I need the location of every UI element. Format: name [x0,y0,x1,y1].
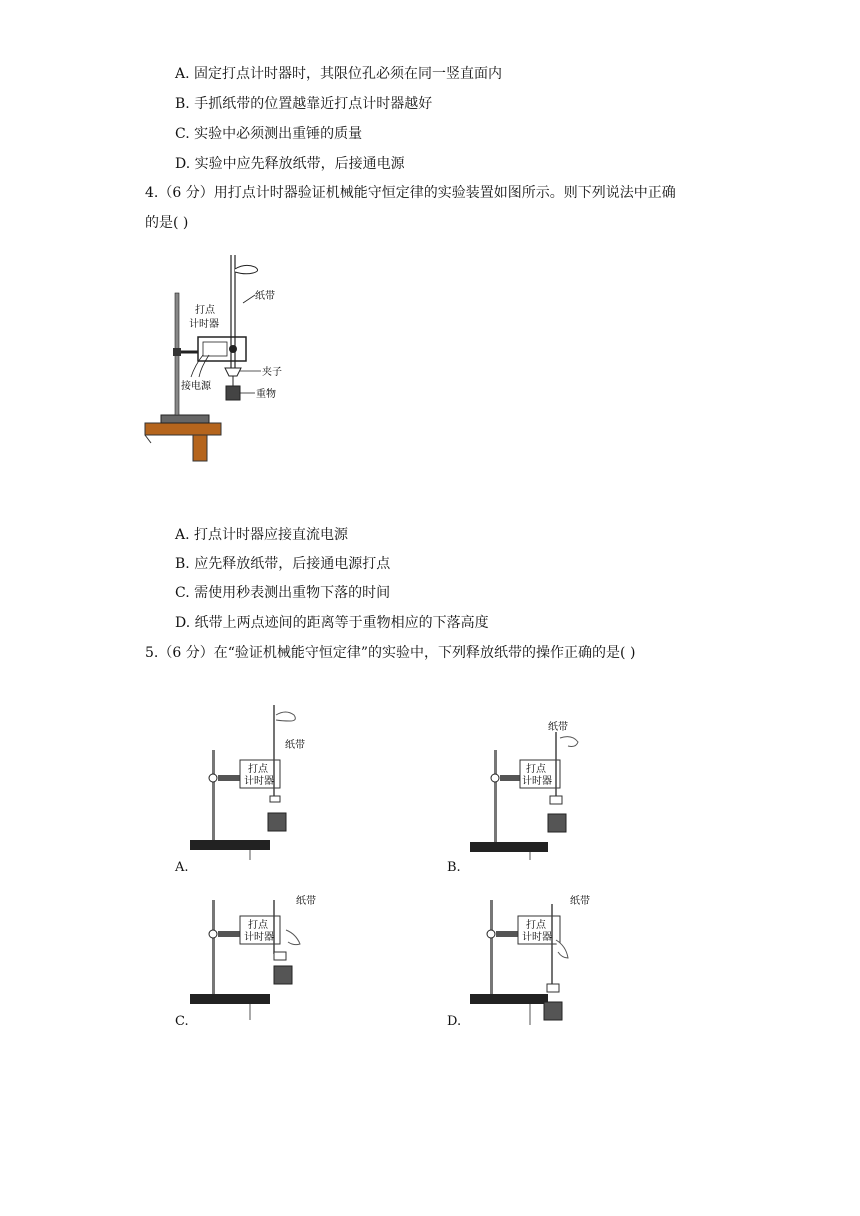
q5-figure-d [470,890,610,1025]
q4-label-tape: 纸带 [255,291,275,302]
q5-stem: 5.（6 分）在“验证机械能守恒定律”的实验中，下列释放纸带的操作正确的是( ) [145,645,636,661]
q5a-label-tape: 纸带 [285,740,305,751]
q4-option-d: D. 纸带上两点迹间的距离等于重物相应的下落高度 [175,615,489,631]
q5a-label-timer-1: 打点 [248,764,268,775]
q4-stem-line2: 的是( ) [145,215,189,231]
q5-figure-a [190,700,350,860]
q4-stem-line1: 4.（6 分）用打点计时器验证机械能守恒定律的实验装置如图所示。则下列说法中正确 [145,185,676,201]
q5d-label-timer-2: 计时器 [522,932,552,943]
q4-label-power: 接电源 [181,381,211,392]
q3-option-c: C. 实验中必须测出重锤的质量 [175,126,363,142]
q4-apparatus-figure [143,243,293,463]
q5-figure-c [190,890,350,1020]
q3-option-d: D. 实验中应先释放纸带，后接通电源 [175,156,405,172]
q5-figure-b [470,720,600,860]
q3-option-a: A. 固定打点计时器时，其限位孔必须在同一竖直面内 [175,66,503,82]
q5b-label-timer-1: 打点 [526,764,546,775]
q5d-label-timer-1: 打点 [526,920,546,931]
q5c-label-timer-1: 打点 [248,920,268,931]
q4-option-b: B. 应先释放纸带，后接通电源打点 [175,556,391,572]
q4-option-c: C. 需使用秒表测出重物下落的时间 [175,585,391,601]
q5-choice-b: B. [447,860,461,875]
q5-choice-a: A. [175,860,189,875]
q4-label-weight: 重物 [256,389,276,400]
q5d-label-tape: 纸带 [570,896,590,907]
q3-option-b: B. 手抓纸带的位置越靠近打点计时器越好 [175,96,433,112]
q5a-label-timer-2: 计时器 [244,776,274,787]
q4-option-a: A. 打点计时器应接直流电源 [175,527,349,543]
q4-label-timer-1: 打点 [195,305,215,316]
q4-label-clip: 夹子 [262,367,282,378]
q5-choice-c: C. [175,1014,189,1029]
q5b-label-timer-2: 计时器 [522,776,552,787]
q5-choice-d: D. [447,1014,462,1029]
q5c-label-timer-2: 计时器 [244,932,274,943]
q5b-label-tape: 纸带 [548,722,568,733]
q4-label-timer-2: 计时器 [189,319,219,330]
q5c-label-tape: 纸带 [296,896,316,907]
